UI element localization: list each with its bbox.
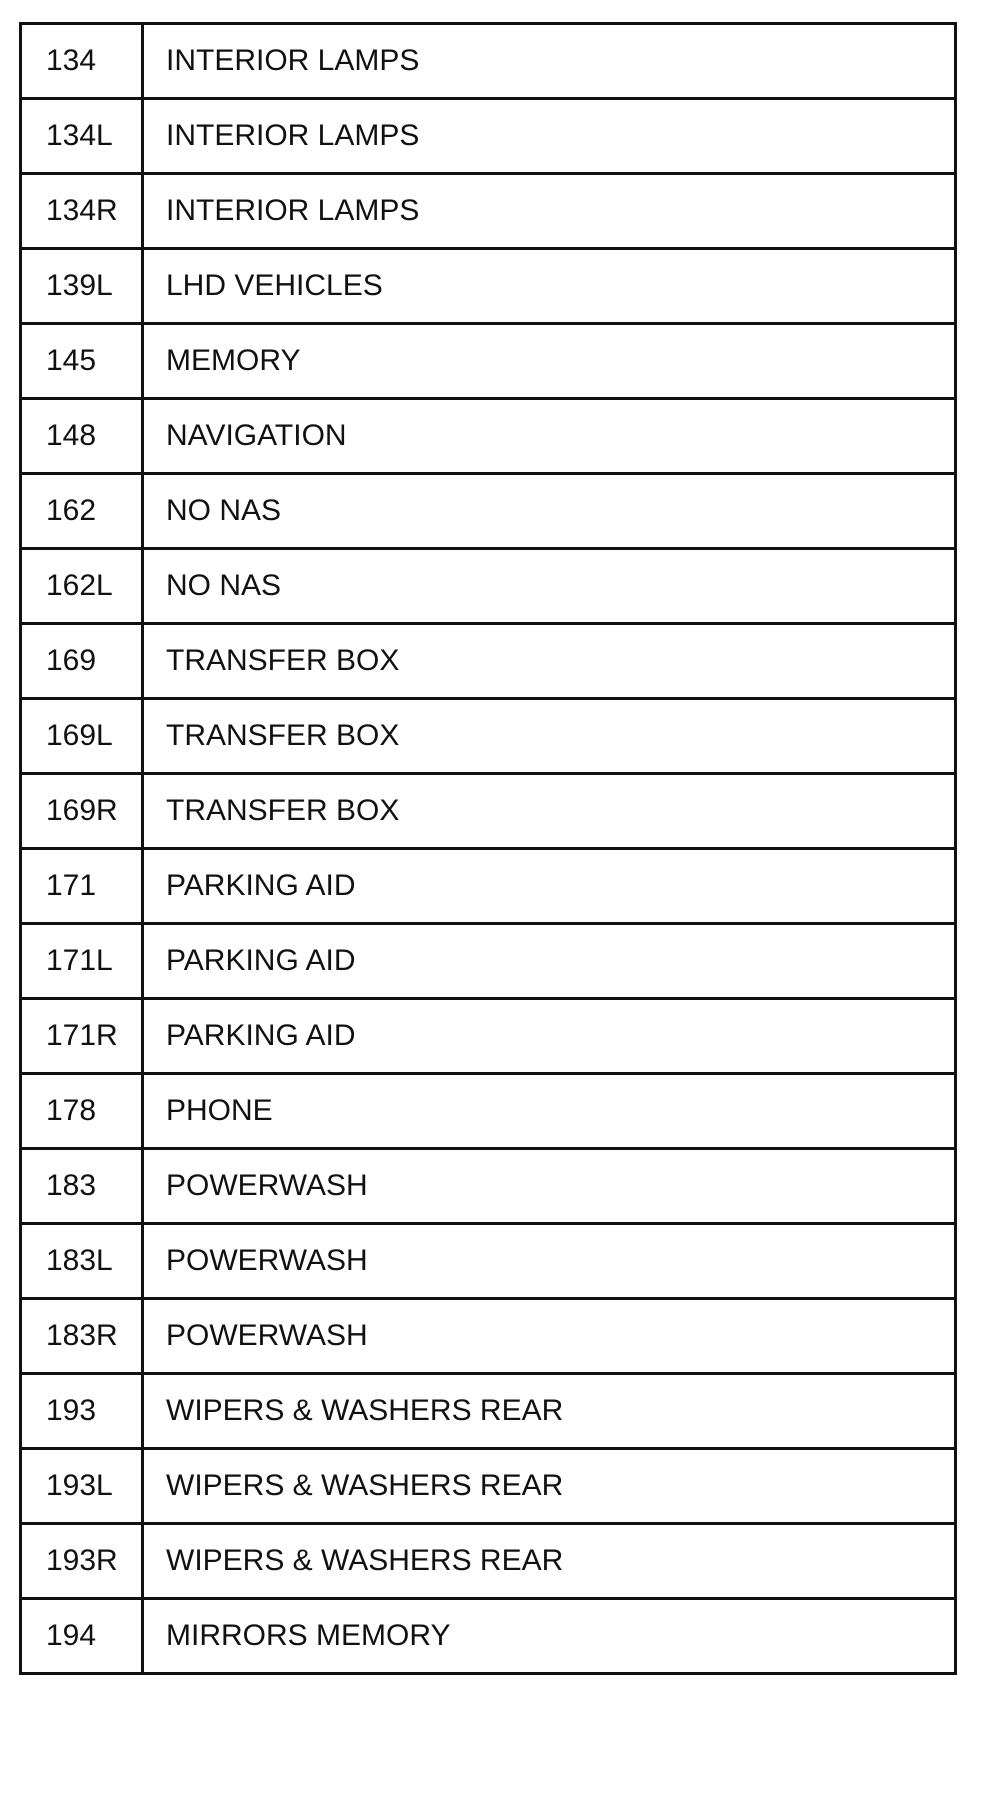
table-row [21,399,956,474]
code-cell: 169R [21,774,143,849]
code-cell: 162 [21,474,143,549]
description-cell: NAVIGATION [143,399,956,474]
code-table-container [19,22,957,1675]
table-row [21,1299,956,1374]
table-row [21,1374,956,1449]
code-cell: 134L [21,99,143,174]
table-row [21,1149,956,1224]
code-cell: 193R [21,1524,143,1599]
table-row [21,549,956,624]
code-cell: 193 [21,1374,143,1449]
code-cell: 162L [21,549,143,624]
table-row [21,24,956,99]
description-cell: PHONE [143,1074,956,1149]
table-row [21,324,956,399]
description-cell: POWERWASH [143,1299,956,1374]
code-cell: 169 [21,624,143,699]
description-cell: TRANSFER BOX [143,774,956,849]
code-cell: 171 [21,849,143,924]
description-cell: POWERWASH [143,1149,956,1224]
code-cell: 169L [21,699,143,774]
code-cell: 183R [21,1299,143,1374]
code-cell: 145 [21,324,143,399]
description-cell: PARKING AID [143,924,956,999]
table-row [21,624,956,699]
description-cell: WIPERS & WASHERS REAR [143,1374,956,1449]
table-row [21,474,956,549]
table-row [21,1449,956,1524]
table-row [21,1224,956,1299]
code-cell: 171L [21,924,143,999]
table-row [21,1524,956,1599]
code-cell: 183L [21,1224,143,1299]
code-cell: 193L [21,1449,143,1524]
description-cell: POWERWASH [143,1224,956,1299]
table-row [21,774,956,849]
table-row [21,924,956,999]
table-row [21,99,956,174]
description-cell: INTERIOR LAMPS [143,99,956,174]
description-cell: MIRRORS MEMORY [143,1599,956,1674]
code-cell: 171R [21,999,143,1074]
code-cell: 139L [21,249,143,324]
description-cell: PARKING AID [143,849,956,924]
code-cell: 178 [21,1074,143,1149]
table-row [21,1599,956,1674]
description-cell: TRANSFER BOX [143,624,956,699]
table-row [21,699,956,774]
table-row [21,849,956,924]
description-cell: INTERIOR LAMPS [143,24,956,99]
description-cell: TRANSFER BOX [143,699,956,774]
code-cell: 194 [21,1599,143,1674]
table-row [21,1074,956,1149]
description-cell: LHD VEHICLES [143,249,956,324]
description-cell: PARKING AID [143,999,956,1074]
table-row [21,999,956,1074]
description-cell: NO NAS [143,474,956,549]
table-row [21,249,956,324]
description-cell: MEMORY [143,324,956,399]
code-table [19,22,957,1675]
description-cell: WIPERS & WASHERS REAR [143,1524,956,1599]
code-cell: 183 [21,1149,143,1224]
code-cell: 134R [21,174,143,249]
code-cell: 148 [21,399,143,474]
table-row [21,174,956,249]
code-cell: 134 [21,24,143,99]
description-cell: WIPERS & WASHERS REAR [143,1449,956,1524]
description-cell: INTERIOR LAMPS [143,174,956,249]
description-cell: NO NAS [143,549,956,624]
